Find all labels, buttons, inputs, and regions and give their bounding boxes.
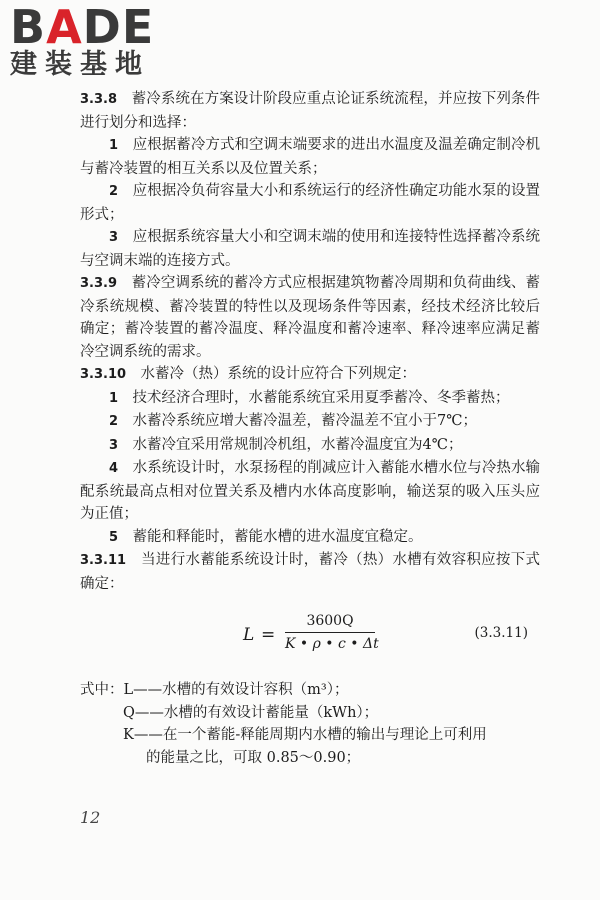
clause-3-3-9: 3.3.9 蓄冷空调系统的蓄冷方式应根据建筑物蓄冷周期和负荷曲线、蓄冷系统规模、蓄冷装置的特性以及现场条件等因素，经技术经济比较后确定；蓄冷装置的蓄冷温度、释冷温度和蓄冷速率、释冷速率应满足蓄冷空调系统的需求。 — [80, 275, 540, 360]
definition-line: 的能量之比，可取 0.85～0.90； — [146, 749, 361, 766]
definition-line: K——在一个蓄能-释能周期内水槽的输出与理论上可利用 — [123, 727, 487, 743]
formula-numerator: 3600Q — [306, 613, 354, 629]
document-body — [80, 88, 540, 769]
clause-item: 3 水蓄冷宜采用常规制冷机组，水蓄冷温度宜为4℃； — [109, 436, 463, 453]
page-number: 12 — [80, 808, 101, 827]
clause-item: 1 应根据蓄冷方式和空调末端要求的进出水温度及温差确定制冷机与蓄冷装置的相互关系以及位置关系； — [80, 137, 540, 177]
logo-subtitle: 建装基地 — [10, 49, 150, 80]
formula-number: (3.3.11) — [474, 625, 528, 641]
clause-item: 2 应根据冷负荷容量大小和系统运行的经济性确定功能水泵的设置形式； — [80, 183, 540, 223]
clause-3-3-10: 3.3.10 水蓄冷（热）系统的设计应符合下列规定： — [80, 366, 417, 382]
clause-item: 4 水系统设计时，水泵扬程的削减应计入蓄能水槽水位与冷热水输配系统最高点相对位置关系及槽内水体高度影响，输送泵的吸入压头应为正值； — [80, 460, 540, 522]
bade-logo — [10, 0, 155, 81]
formula-equals: = — [261, 625, 276, 645]
clause-3-3-11: 3.3.11 当进行水蓄能系统设计时，蓄冷（热）水槽有效容积应按下式确定： — [80, 552, 540, 592]
clause-3-3-8: 3.3.8 蓄冷系统在方案设计阶段应重点论证系统流程，并应按下列条件进行划分和选择： — [80, 91, 540, 131]
variable-definitions — [80, 679, 540, 769]
clause-item: 5 蓄能和释能时，蓄能水槽的进水温度宜稳定。 — [109, 528, 423, 545]
formula-3-3-11 — [80, 611, 540, 671]
fraction-bar — [285, 632, 375, 633]
logo-wordmark: BADE — [10, 0, 155, 54]
formula-fraction — [285, 611, 379, 654]
definition-line: 式中：L——水槽的有效设计容积（m³）； — [80, 682, 349, 698]
formula-lhs: L — [243, 625, 255, 645]
clause-item: 1 技术经济合理时，水蓄能系统宜采用夏季蓄冷、冬季蓄热； — [109, 389, 510, 406]
clause-item: 2 水蓄冷系统应增大蓄冷温差，蓄冷温差不宜小于7℃； — [109, 413, 477, 429]
clause-item: 3 应根据系统容量大小和空调末端的使用和连接特性选择蓄冷系统与空调末端的连接方式。 — [80, 229, 540, 269]
formula-denominator: K • ρ • c • Δt — [285, 636, 379, 652]
definition-line: Q——水槽的有效设计蓄能量（kWh）； — [123, 704, 379, 721]
